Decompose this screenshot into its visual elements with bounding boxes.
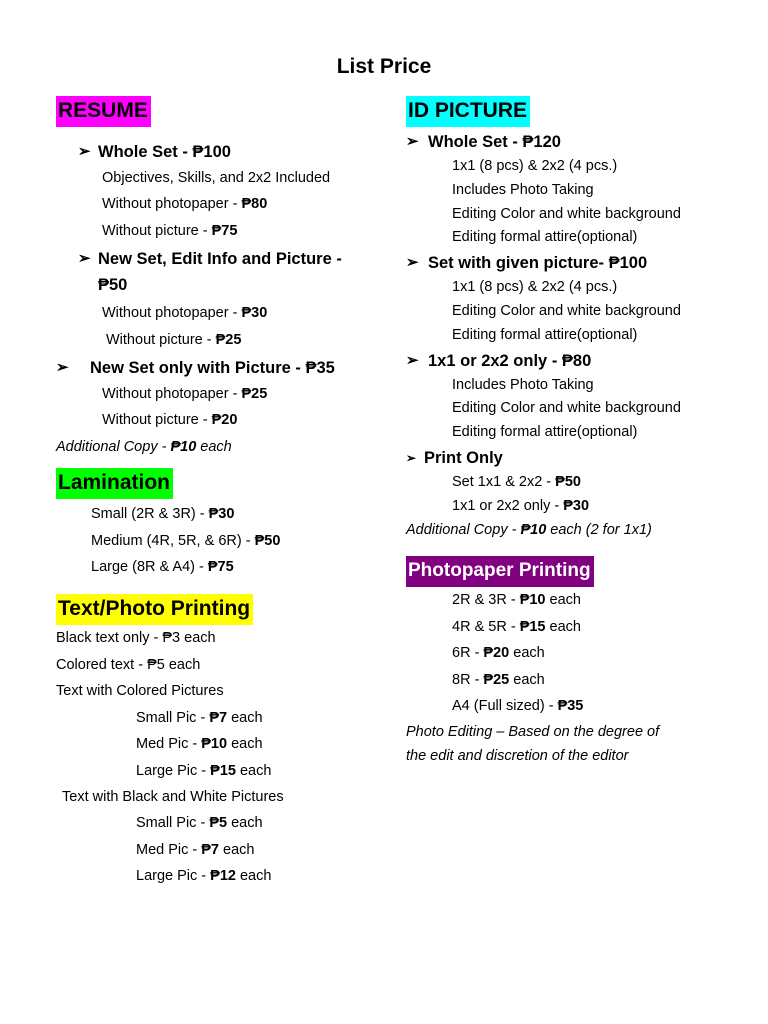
list-item: Large (8R & A4) - ₱75 <box>91 559 234 576</box>
resume-section <box>56 96 386 460</box>
list-item: Without picture - ₱25 <box>106 331 242 348</box>
resume-new-set-picture-price: ₱35 <box>305 359 335 378</box>
lamination-header: Lamination <box>56 468 173 499</box>
list-item: Large Pic - ₱12 each <box>136 868 272 885</box>
list-item: Black text only - ₱3 each <box>56 630 216 647</box>
id-print-only: ➢ Print Only <box>406 445 746 471</box>
list-item: 8R - ₱25 each <box>452 671 545 688</box>
id-whole-set: ➢ Whole Set - ₱120 <box>406 129 746 155</box>
page-title: List Price <box>336 55 432 78</box>
arrow-bullet-icon: ➢ <box>406 254 419 272</box>
list-item: Large Pic - ₱15 each <box>136 762 272 779</box>
list-item: Editing formal attire(optional) <box>452 229 638 246</box>
id-picture-header: ID PICTURE <box>406 96 530 127</box>
list-item: Colored text - ₱5 each <box>56 656 201 673</box>
list-item: Includes Photo Taking <box>452 376 594 393</box>
resume-new-set-label: New Set, Edit Info and Picture - <box>98 250 342 269</box>
id-picture-section <box>406 96 746 542</box>
id-single: ➢ 1x1 or 2x2 only - ₱80 <box>406 348 746 374</box>
resume-additional-copy: Additional Copy - ₱10 each <box>56 438 232 455</box>
list-item: Small Pic - ₱5 each <box>136 815 263 832</box>
arrow-bullet-icon: ➢ <box>406 450 417 465</box>
resume-new-set <box>56 246 386 298</box>
text-photo-section <box>56 594 386 889</box>
list-item: Small (2R & 3R) - ₱30 <box>91 506 235 523</box>
arrow-bullet-icon: ➢ <box>406 133 419 150</box>
list-item: Med Pic - ₱7 each <box>136 841 255 858</box>
id-additional-copy: Additional Copy - ₱10 each (2 for 1x1) <box>406 521 652 538</box>
arrow-bullet-icon: ➢ <box>406 351 419 369</box>
arrow-bullet-icon: ➢ <box>78 143 91 160</box>
list-item: Text with Black and White Pictures <box>62 788 284 805</box>
resume-header: RESUME <box>56 96 151 127</box>
resume-whole-set <box>56 139 386 165</box>
list-item: A4 (Full sized) - ₱35 <box>452 697 584 714</box>
list-item: Editing Color and white background <box>452 302 681 319</box>
list-item: Editing formal attire(optional) <box>452 326 638 343</box>
list-item: Editing formal attire(optional) <box>452 424 638 441</box>
lamination-section <box>56 468 386 580</box>
right-column <box>406 96 746 769</box>
arrow-bullet-icon: ➢ <box>78 250 91 268</box>
arrow-bullet-icon: ➢ <box>56 359 69 377</box>
list-item: Without picture - ₱75 <box>102 222 238 239</box>
list-item: Without picture - ₱20 <box>102 412 238 429</box>
list-item: 2R & 3R - ₱10 each <box>452 592 581 609</box>
resume-whole-set-price: ₱100 <box>192 143 231 161</box>
list-item: Medium (4R, 5R, & 6R) - ₱50 <box>91 532 281 549</box>
left-column <box>56 96 386 890</box>
resume-new-set-picture <box>56 355 386 381</box>
list-item: Med Pic - ₱10 each <box>136 736 263 753</box>
list-item: Text with Colored Pictures <box>56 683 224 700</box>
photopaper-header: Photopaper Printing <box>406 556 594 587</box>
list-item: Without photopaper - ₱30 <box>102 305 268 322</box>
resume-whole-set-label: Whole Set - <box>98 143 193 161</box>
list-item: Without photopaper - ₱80 <box>102 196 268 213</box>
list-item: 6R - ₱20 each <box>452 645 545 662</box>
id-given-picture: ➢ Set with given picture- ₱100 <box>406 250 746 276</box>
resume-new-set-picture-label: New Set only with Picture - <box>90 359 306 378</box>
list-item: Set 1x1 & 2x2 - ₱50 <box>452 473 581 490</box>
list-item: Objectives, Skills, and 2x2 Included <box>102 170 331 186</box>
resume-new-set-price: ₱50 <box>98 276 128 295</box>
photo-editing-note: Photo Editing – Based on the degree of <box>406 724 660 741</box>
list-item: Small Pic - ₱7 each <box>136 709 263 726</box>
list-item: 1x1 (8 pcs) & 2x2 (4 pcs.) <box>452 279 618 296</box>
list-item: Without photopaper - ₱25 <box>102 386 268 403</box>
list-item: Editing Color and white background <box>452 400 681 417</box>
list-item: 1x1 or 2x2 only - ₱30 <box>452 497 590 514</box>
text-photo-header: Text/Photo Printing <box>56 594 253 625</box>
list-item: Editing Color and white background <box>452 205 681 222</box>
list-item: 4R & 5R - ₱15 each <box>452 618 581 635</box>
photopaper-section <box>406 556 746 769</box>
photo-editing-note: the edit and discretion of the editor <box>406 748 629 765</box>
list-item: 1x1 (8 pcs) & 2x2 (4 pcs.) <box>452 158 618 174</box>
list-item: Includes Photo Taking <box>452 181 594 198</box>
